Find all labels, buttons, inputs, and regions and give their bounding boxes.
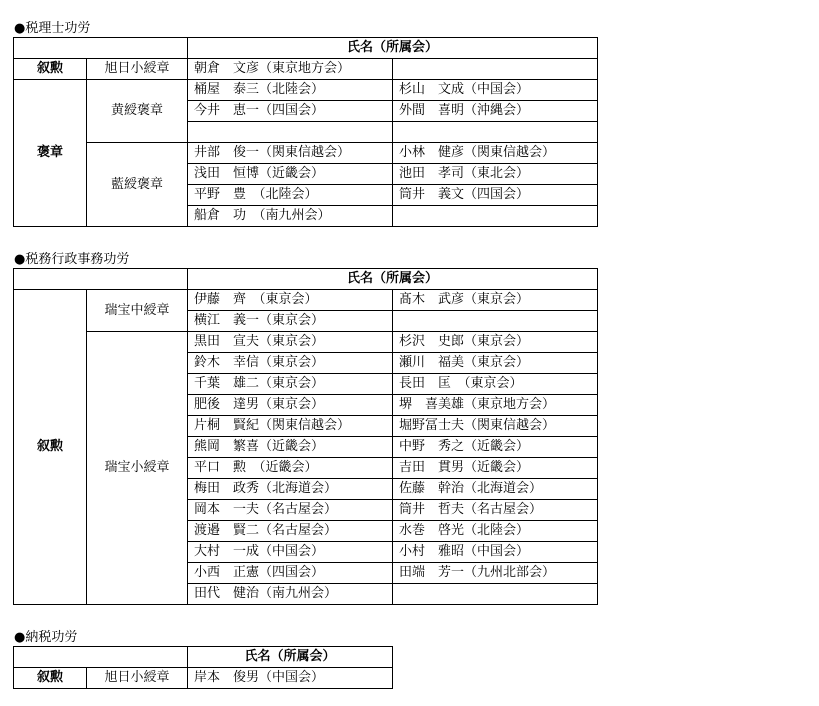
name-cell: 池田 孝司（東北会） bbox=[393, 164, 598, 185]
name-cell: 水巻 啓光（北陸会） bbox=[393, 521, 598, 542]
name-cell: 岡本 一夫（名古屋会） bbox=[188, 500, 393, 521]
name-cell: 外間 喜明（沖縄会） bbox=[393, 101, 598, 122]
name-cell: 堺 喜美雄（東京地方会） bbox=[393, 395, 598, 416]
name-cell: 船倉 功 （南九州会） bbox=[188, 206, 393, 227]
name-cell bbox=[393, 206, 598, 227]
name-cell: 吉田 貫男（近畿会） bbox=[393, 458, 598, 479]
name-cell bbox=[188, 122, 393, 143]
name-cell: 田代 健治（南九州会） bbox=[188, 584, 393, 605]
name-cell bbox=[393, 59, 598, 80]
name-cell: 浅田 恒博（近畿会） bbox=[188, 164, 393, 185]
name-cell: 千葉 雄二（東京会） bbox=[188, 374, 393, 395]
header-name: 氏名（所属会） bbox=[188, 647, 393, 668]
category-cell: 叙勲 bbox=[14, 668, 87, 689]
name-cell: 鈴木 幸信（東京会） bbox=[188, 353, 393, 374]
name-cell bbox=[393, 584, 598, 605]
header-name: 氏名（所属会） bbox=[188, 38, 598, 59]
name-cell: 筒井 哲夫（名古屋会） bbox=[393, 500, 598, 521]
table-3 bbox=[13, 646, 393, 689]
section-title-2: ●税務行政事務功労 bbox=[14, 252, 130, 267]
name-cell: 田端 芳一（九州北部会） bbox=[393, 563, 598, 584]
award-cell: 瑞宝中綬章 bbox=[87, 290, 188, 332]
name-cell: 大村 一成（中国会） bbox=[188, 542, 393, 563]
table-1 bbox=[13, 37, 598, 227]
name-cell: 梅田 政秀（北海道会） bbox=[188, 479, 393, 500]
name-cell: 筒井 義文（四国会） bbox=[393, 185, 598, 206]
name-cell: 井部 俊一（関東信越会） bbox=[188, 143, 393, 164]
name-cell: 杉山 文成（中国会） bbox=[393, 80, 598, 101]
name-cell: 渡邉 賢二（名古屋会） bbox=[188, 521, 393, 542]
name-cell: 横江 義一（東京会） bbox=[188, 311, 393, 332]
name-cell: 堀野冨士夫（関東信越会） bbox=[393, 416, 598, 437]
name-cell: 杉沢 史郎（東京会） bbox=[393, 332, 598, 353]
name-cell: 朝倉 文彦（東京地方会） bbox=[188, 59, 393, 80]
name-cell: 桶屋 泰三（北陸会） bbox=[188, 80, 393, 101]
name-cell: 長田 匡 （東京会） bbox=[393, 374, 598, 395]
name-cell: 小林 健彦（関東信越会） bbox=[393, 143, 598, 164]
category-cell: 叙勲 bbox=[14, 290, 87, 605]
name-cell: 平野 豊 （北陸会） bbox=[188, 185, 393, 206]
award-cell: 藍綬褒章 bbox=[87, 143, 188, 227]
header-name: 氏名（所属会） bbox=[188, 269, 598, 290]
name-cell: 今井 恵一（四国会） bbox=[188, 101, 393, 122]
name-cell: 肥後 達男（東京会） bbox=[188, 395, 393, 416]
name-cell: 伊藤 齊 （東京会） bbox=[188, 290, 393, 311]
name-cell: 岸本 俊男（中国会） bbox=[188, 668, 393, 689]
category-cell: 叙勲 bbox=[14, 59, 87, 80]
name-cell: 平口 勲 （近畿会） bbox=[188, 458, 393, 479]
section-title-1: ●税理士功労 bbox=[14, 21, 91, 36]
name-cell: 小西 正憲（四国会） bbox=[188, 563, 393, 584]
name-cell bbox=[393, 122, 598, 143]
name-cell: 瀬川 福美（東京会） bbox=[393, 353, 598, 374]
name-cell: 黒田 宣夫（東京会） bbox=[188, 332, 393, 353]
award-cell: 瑞宝小綬章 bbox=[87, 332, 188, 605]
table-2 bbox=[13, 268, 598, 605]
name-cell: 熊岡 繁喜（近畿会） bbox=[188, 437, 393, 458]
award-cell: 旭日小綬章 bbox=[87, 668, 188, 689]
name-cell: 髙木 武彦（東京会） bbox=[393, 290, 598, 311]
header-blank bbox=[14, 38, 188, 59]
name-cell: 片桐 賢紀（関東信越会） bbox=[188, 416, 393, 437]
award-cell: 旭日小綬章 bbox=[87, 59, 188, 80]
section-title-3: ●納税功労 bbox=[14, 630, 78, 645]
award-cell: 黄綬褒章 bbox=[87, 80, 188, 143]
name-cell: 中野 秀之（近畿会） bbox=[393, 437, 598, 458]
name-cell bbox=[393, 311, 598, 332]
name-cell: 佐藤 幹治（北海道会） bbox=[393, 479, 598, 500]
name-cell: 小村 雅昭（中国会） bbox=[393, 542, 598, 563]
header-blank bbox=[14, 647, 188, 668]
header-blank bbox=[14, 269, 188, 290]
category-cell: 褒章 bbox=[14, 80, 87, 227]
